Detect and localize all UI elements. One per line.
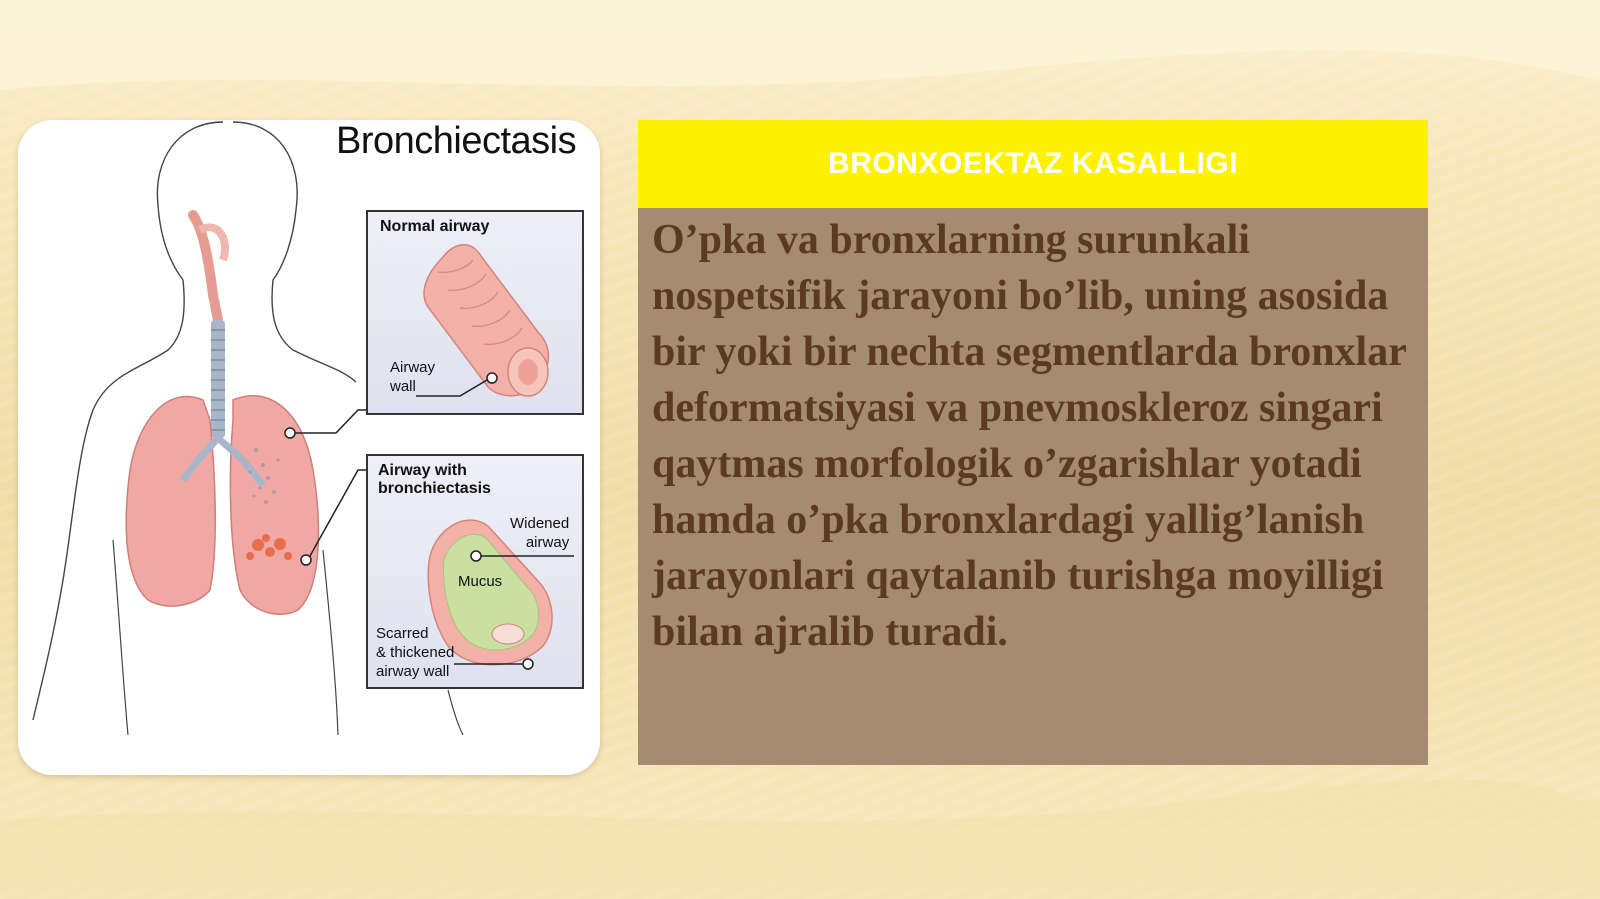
definition-text: O’pka va bronxlarning surunkali nospetsifik jarayoni bo’lib, uning asosida bir yoki bir nechta segmentlarda bronxlar deformatsiyasi va pnevmoskleroz singari qaytmas morfologik o’zgarishlar yotadi hamda o’pka bronxlardagi yallig’lanish jarayonlari qaytalanib turishga moyilligi bilan ajralib turadi. [652, 217, 1407, 655]
bronchiectasis-illustration [18, 120, 600, 775]
definition-panel [638, 208, 1428, 765]
airway-wall-label: Airway wall [390, 359, 436, 395]
scarred-airway-wall-label: Scarred & thickened airway wall [376, 625, 455, 680]
illustration-title: Bronchiectasis [336, 120, 577, 162]
mucus-label: Mucus [458, 573, 503, 590]
bronchiectasis-airway-title: Airway with bronchiectasis [378, 462, 491, 497]
slide-title: BRONXOEKTAZ KASALLIGI [828, 147, 1238, 180]
title-bar [638, 120, 1428, 208]
normal-airway-title: Normal airway [380, 218, 490, 235]
widened-airway-label: Widened airway [510, 515, 570, 551]
bronchiectasis-airway-inset [366, 454, 584, 689]
normal-airway-inset [366, 210, 584, 415]
